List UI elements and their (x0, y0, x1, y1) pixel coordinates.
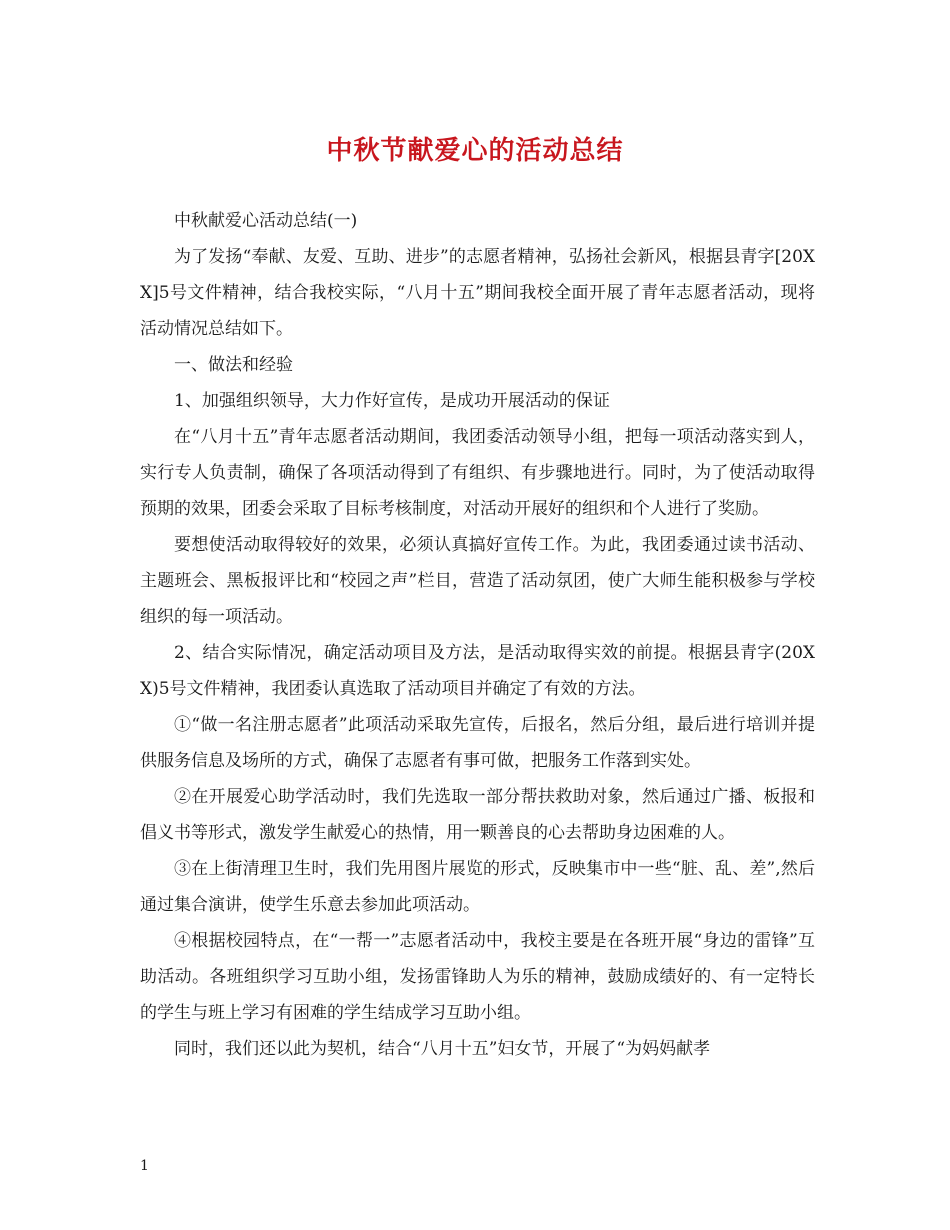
paragraph-item-4: ④根据校园特点，在“一帮一”志愿者活动中，我校主要是在各班开展“身边的雷锋”互助活动。各班组织学习互助小组，发扬雷锋助人为乐的精神，鼓励成绩好的、有一定特长的学生与班上学习有困难的学生结成学习互助小组。 (140, 931, 815, 1023)
paragraph-continuation: 同时，我们还以此为契机，结合“八月十五”妇女节，开展了“为妈妈献孝 (174, 1039, 711, 1059)
paragraph-section-heading: 中秋献爱心活动总结(一) (174, 211, 358, 231)
paragraph-item-2: ②在开展爱心助学活动时，我们先选取一部分帮扶救助对象，然后通过广播、板报和倡义书等形式，激发学生献爱心的热情，用一颗善良的心去帮助身边困难的人。 (140, 787, 815, 843)
paragraph-organization: 在“八月十五”青年志愿者活动期间，我团委活动领导小组，把每一项活动落实到人，实行专人负责制，确保了各项活动得到了有组织、有步骤地进行。同时，为了使活动取得预期的效果，团委会采取了目标考核制度，对活动开展好的组织和个人进行了奖励。 (140, 427, 815, 519)
document-title: 中秋节献爱心的活动总结 (326, 136, 624, 166)
page-number: 1 (140, 1158, 149, 1174)
document-body (140, 203, 815, 1067)
paragraph-item-3: ③在上街清理卫生时，我们先用图片展览的形式，反映集市中一些“脏、乱、差”,然后通过集合演讲，使学生乐意去参加此项活动。 (140, 859, 815, 915)
paragraph-subheading-1: 1、加强组织领导，大力作好宣传，是成功开展活动的保证 (174, 391, 610, 411)
paragraph-subheading-2: 2、结合实际情况，确定活动项目及方法，是活动取得实效的前提。根据县青字(20XX)5号文件精神，我团委认真选取了活动项目并确定了有效的方法。 (140, 643, 815, 699)
paragraph-heading-methods: 一、做法和经验 (174, 355, 293, 375)
paragraph-item-1: ①“做一名注册志愿者”此项活动采取先宣传，后报名，然后分组，最后进行培训并提供服务信息及场所的方式，确保了志愿者有事可做，把服务工作落到实处。 (140, 715, 815, 771)
paragraph-intro: 为了发扬“奉献、友爱、互助、进步”的志愿者精神，弘扬社会新风，根据县青字[20XX]5号文件精神，结合我校实际，“八月十五”期间我校全面开展了青年志愿者活动，现将活动情况总结如下。 (140, 247, 815, 339)
paragraph-publicity: 要想使活动取得较好的效果，必须认真搞好宣传工作。为此，我团委通过读书活动、主题班会、黑板报评比和“校园之声”栏目，营造了活动氛团，使广大师生能积极参与学校组织的每一项活动。 (140, 535, 815, 627)
